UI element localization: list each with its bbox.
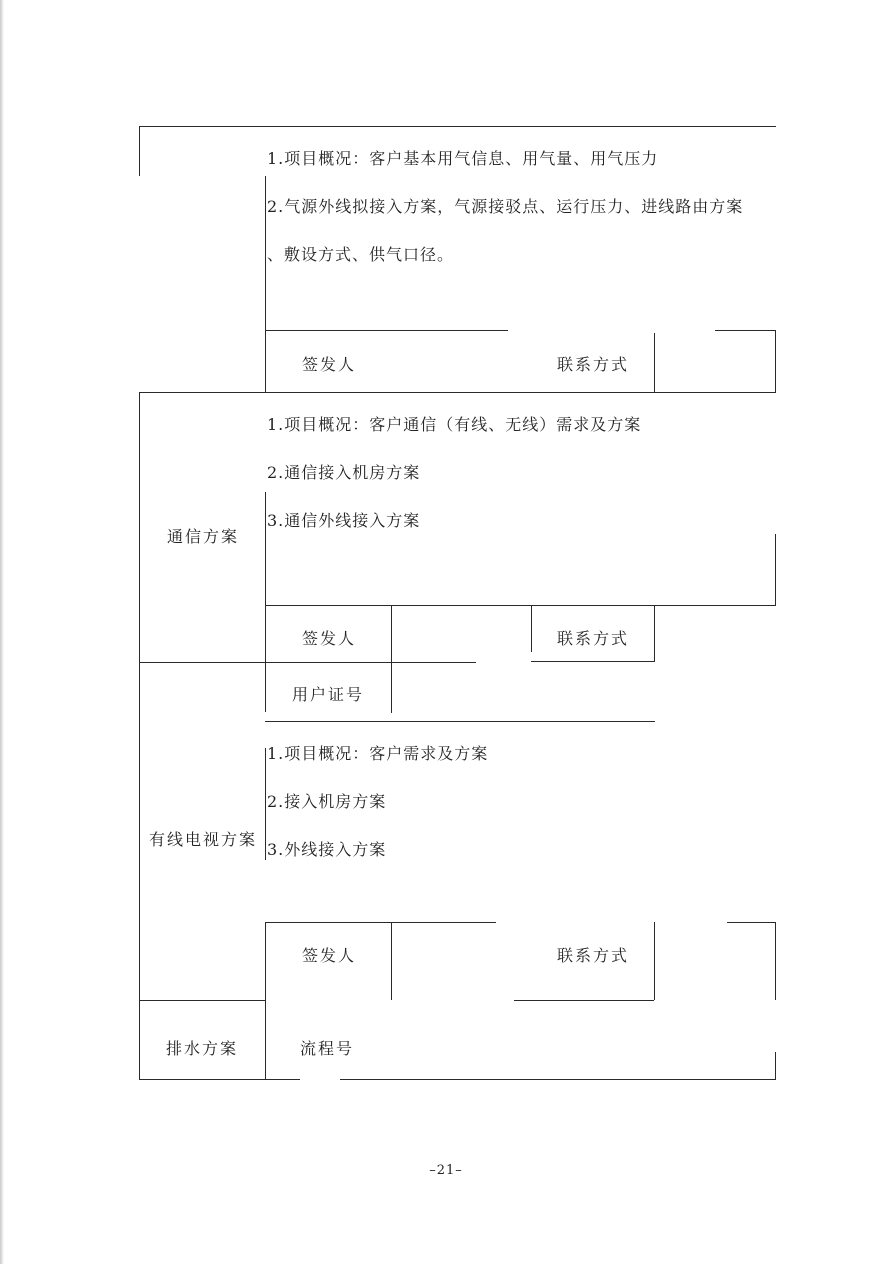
gas-sign-row-top (265, 330, 508, 331)
page-number: –21– (429, 1163, 463, 1178)
gas-contact-divider (654, 333, 655, 392)
telecom-item-1: 1.项目概况：客户通信（有线、无线）需求及方案 (267, 415, 642, 434)
col-divider-telecom (265, 492, 266, 712)
cable-tv-section-bottom-left (139, 1000, 265, 1001)
telecom-contact-bottom (531, 661, 655, 662)
cable-tv-item-2: 2.接入机房方案 (267, 792, 387, 811)
gas-section-bottom (139, 392, 776, 393)
gas-item-2: 2.气源外线拟接入方案，气源接驳点、运行压力、进线路由方案 (267, 197, 744, 216)
cable-tv-sign-row-top (265, 922, 496, 923)
col-divider-cable-tv (265, 748, 266, 860)
table-bottom-border-right (340, 1079, 776, 1080)
drainage-right-border (775, 1052, 776, 1079)
telecom-account-label: 用户证号 (292, 685, 365, 704)
cable-tv-signer-divider (391, 922, 392, 1000)
telecom-item-2: 2.通信接入机房方案 (267, 463, 421, 482)
telecom-signer-label: 签发人 (302, 629, 357, 648)
gas-right-border (775, 330, 776, 392)
col-divider-lower (265, 922, 266, 1079)
gas-item-1: 1.项目概况：客户基本用气信息、用气量、用气压力 (267, 149, 659, 168)
telecom-contact-divider-right (654, 605, 655, 661)
telecom-right-border (775, 534, 776, 605)
table-left-border (139, 392, 140, 1079)
cable-tv-contact-bottom (514, 1000, 654, 1001)
col-divider-gas (265, 176, 266, 392)
telecom-signer-divider (391, 605, 392, 713)
cable-tv-item-3: 3.外线接入方案 (267, 840, 387, 859)
cable-tv-contact-label: 联系方式 (557, 946, 630, 965)
account-row-bottom (265, 721, 655, 722)
cable-tv-sign-row-top-right (727, 922, 776, 923)
drainage-section-label: 排水方案 (166, 1039, 239, 1058)
table-top-border (139, 126, 776, 127)
telecom-sign-row-top (265, 605, 776, 606)
cable-tv-signer-label: 签发人 (302, 946, 357, 965)
gas-item-2-continued: 、敷设方式、供气口径。 (267, 245, 455, 264)
cable-tv-item-1: 1.项目概况：客户需求及方案 (267, 744, 489, 763)
left-border-gas (139, 126, 140, 176)
telecom-contact-label: 联系方式 (557, 629, 630, 648)
telecom-section-bottom (139, 662, 476, 663)
telecom-item-3: 3.通信外线接入方案 (267, 511, 421, 530)
gas-signer-label: 签发人 (302, 355, 357, 374)
gas-contact-label: 联系方式 (557, 355, 630, 374)
telecom-contact-divider-left (531, 605, 532, 652)
telecom-section-label: 通信方案 (167, 527, 240, 546)
cable-tv-right-border (775, 922, 776, 1000)
cable-tv-section-label: 有线电视方案 (149, 830, 258, 849)
drainage-process-label: 流程号 (300, 1039, 355, 1058)
gas-sign-row-top-right (715, 330, 776, 331)
table-bottom-border-left (139, 1079, 300, 1080)
cable-tv-contact-divider (654, 922, 655, 1000)
